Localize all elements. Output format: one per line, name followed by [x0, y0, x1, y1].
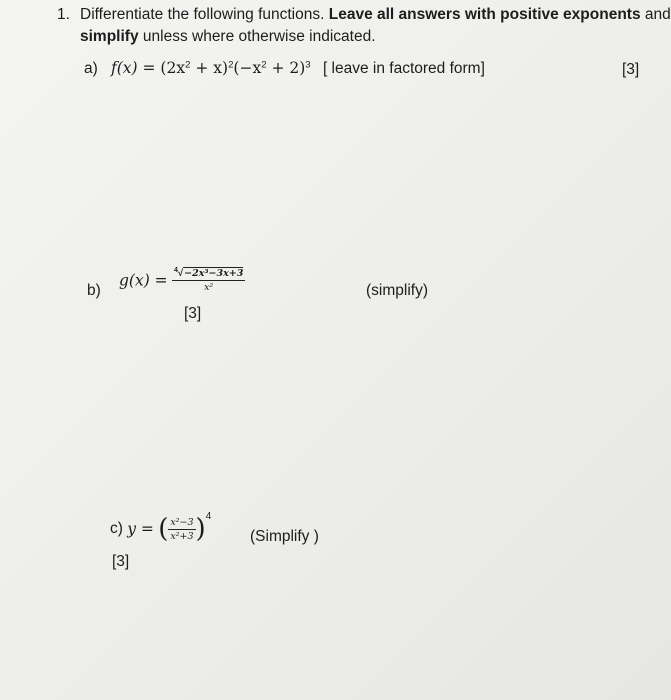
part-a-function — [111, 59, 485, 78]
question-number: 1. — [57, 6, 70, 23]
part-a-rhs-2: + x) — [190, 59, 229, 77]
part-b-note: (simplify) — [366, 282, 428, 299]
question-instruction-line2 — [80, 28, 376, 46]
part-a-marks: [3] — [622, 61, 640, 78]
part-c-left-paren: ( — [158, 514, 169, 544]
part-b-numerator: −2x³−3x+3 — [184, 268, 244, 279]
part-c-label: c) — [110, 520, 123, 537]
part-a-rhs-3: (−x — [233, 59, 262, 77]
part-b-lhs: g(x) = — [119, 271, 168, 290]
part-b-denominator: x² — [204, 282, 214, 293]
part-b-function — [119, 268, 245, 293]
part-a-exp-4: 3 — [305, 59, 311, 71]
part-c-fraction — [168, 517, 195, 542]
instruction-and: and — [644, 6, 671, 23]
part-c-note: (Simplify ) — [250, 528, 319, 545]
part-a-rhs-1: (2x — [160, 59, 186, 77]
part-c-lhs: y = — [127, 520, 154, 538]
part-a-note: [ leave in factored form] — [322, 60, 485, 77]
part-c-denominator: x²+3 — [170, 530, 194, 542]
instruction-text: Differentiate the following functions. — [80, 6, 325, 23]
part-a-exp-1: 2 — [185, 59, 191, 71]
instruction-simplify-bold: simplify — [80, 28, 139, 45]
part-a-label: a) — [84, 60, 98, 77]
part-b-marks: [3] — [184, 305, 202, 322]
part-b-label: b) — [87, 282, 101, 299]
part-b-root-index: 4 — [174, 267, 178, 275]
part-a-rhs-4: + 2) — [266, 59, 306, 77]
part-c-right-paren: ) — [195, 514, 206, 544]
part-c-function — [110, 511, 212, 544]
part-c-numerator: x²−3 — [170, 516, 194, 528]
part-a-exp-3: 2 — [261, 59, 267, 71]
part-b-numerator-wrap: $^4$√−2x³−3x+3 — [174, 267, 244, 279]
part-c-marks: [3] — [112, 553, 130, 570]
part-b-fraction — [172, 268, 245, 293]
instruction-line2-rest: unless where otherwise indicated. — [142, 28, 376, 45]
question-instruction-line1 — [80, 6, 671, 24]
instruction-bold: Leave all answers with positive exponents — [328, 6, 641, 23]
part-c-exponent: 4 — [205, 511, 212, 523]
part-a-lhs: f(x) = — [111, 59, 161, 77]
part-a-exp-2: 2 — [228, 59, 234, 71]
